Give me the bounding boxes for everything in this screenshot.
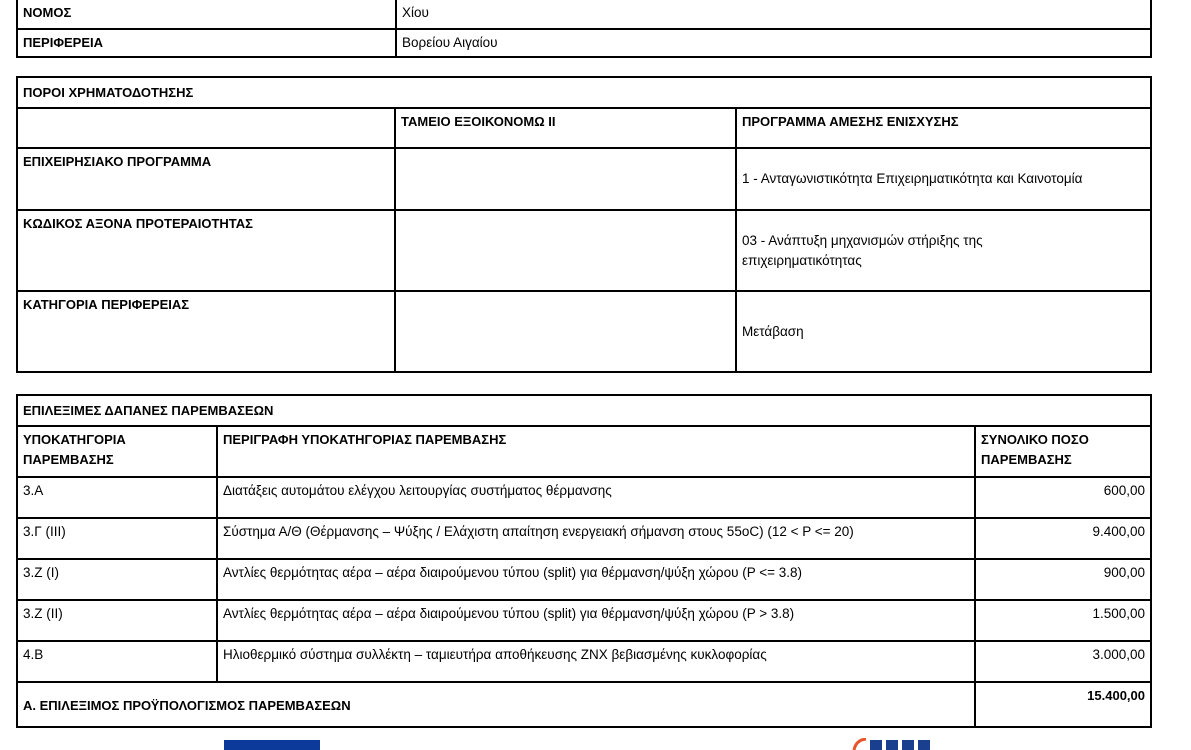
header-subcategory <box>18 426 217 477</box>
espa-logo <box>850 738 940 750</box>
axis-code-label: ΚΩΔΙΚΟΣ ΑΞΟΝΑ ΠΡΟΤΕΡΑΙΟΤΗΤΑΣ <box>18 210 395 291</box>
axis-code-fund <box>395 210 736 291</box>
row-amount: 1.500,00 <box>975 600 1150 641</box>
table-row <box>18 477 1150 518</box>
funding-col-program: ΠΡΟΓΡΑΜΜΑ ΑΜΕΣΗΣ ΕΝΙΣΧΥΣΗΣ <box>736 108 1150 148</box>
table-row <box>18 600 1150 641</box>
table-row <box>18 641 1150 682</box>
expenses-table <box>16 394 1152 728</box>
row-code: 3.Ζ (ΙΙ) <box>18 600 217 641</box>
periferia-label: ΠΕΡΙΦΕΡΕΙΑ <box>18 29 396 58</box>
row-description: Αντλίες θερμότητας αέρα – αέρα διαιρούμενου τύπου (split) για θέρμανση/ψύξη χώρου (P <= 3.8) <box>217 559 975 600</box>
funding-title: ΠΟΡΟΙ ΧΡΗΜΑΤΟΔΟΤΗΣΗΣ <box>18 78 1150 108</box>
row-description: Ηλιοθερμικό σύστημα συλλέκτη – ταμιευτήρα αποθήκευσης ΖΝΧ βεβιασμένης κυκλοφορίας <box>217 641 975 682</box>
total-label: Α. ΕΠΙΛΕΞΙΜΟΣ ΠΡΟΫΠΟΛΟΓΙΣΜΟΣ ΠΑΡΕΜΒΑΣΕΩΝ <box>18 682 975 728</box>
eu-flag-logo <box>224 740 320 750</box>
axis-code-line1: 03 - Ανάπτυξη μηχανισμών στήριξης της <box>742 232 983 248</box>
expenses-title: ΕΠΙΛΕΞΙΜΕΣ ΔΑΠΑΝΕΣ ΠΑΡΕΜΒΑΣΕΩΝ <box>18 396 1150 426</box>
funding-col-fund: ΤΑΜΕΙΟ ΕΞΟΙΚΟΝΟΜΩ ΙΙ <box>395 108 736 148</box>
periferia-value: Βορείου Αιγαίου <box>396 29 1150 58</box>
nomos-value: Χίου <box>396 0 1150 29</box>
table-row <box>18 518 1150 559</box>
header-description: ΠΕΡΙΓΡΑΦΗ ΥΠΟΚΑΤΗΓΟΡΙΑΣ ΠΑΡΕΜΒΑΣΗΣ <box>217 426 975 477</box>
header-amount-line2: ΠΑΡΕΜΒΑΣΗΣ <box>981 452 1072 467</box>
op-program-label: ΕΠΙΧΕΙΡΗΣΙΑΚΟ ΠΡΟΓΡΑΜΜΑ <box>18 148 395 210</box>
row-code: 4.Β <box>18 641 217 682</box>
location-table <box>16 0 1152 58</box>
table-row <box>18 559 1150 600</box>
total-value: 15.400,00 <box>975 682 1150 728</box>
row-amount: 9.400,00 <box>975 518 1150 559</box>
axis-code-value <box>736 210 1150 291</box>
axis-code-line2: επιχειρηματικότητας <box>742 252 862 268</box>
op-program-value: 1 - Ανταγωνιστικότητα Επιχειρηματικότητα και Καινοτομία <box>736 148 1150 210</box>
row-code: 3.Ζ (Ι) <box>18 559 217 600</box>
row-amount: 3.000,00 <box>975 641 1150 682</box>
region-category-fund <box>395 291 736 371</box>
nomos-label: ΝΟΜΟΣ <box>18 0 396 29</box>
row-amount: 600,00 <box>975 477 1150 518</box>
row-description: Αντλίες θερμότητας αέρα – αέρα διαιρούμενου τύπου (split) για θέρμανση/ψύξη χώρου (P > 3.8) <box>217 600 975 641</box>
op-program-fund <box>395 148 736 210</box>
region-category-label: ΚΑΤΗΓΟΡΙΑ ΠΕΡΙΦΕΡΕΙΑΣ <box>18 291 395 371</box>
funding-header-empty <box>18 108 395 148</box>
row-description: Σύστημα Α/Θ (Θέρμανσης – Ψύξης / Ελάχιστη απαίτηση ενεργειακή σήμανση στους 55oC) (12 < P <= 20) <box>217 518 975 559</box>
header-amount-line1: ΣΥΝΟΛΙΚΟ ΠΟΣΟ <box>981 432 1089 447</box>
header-amount <box>975 426 1150 477</box>
row-code: 3.Α <box>18 477 217 518</box>
header-subcategory-line1: ΥΠΟΚΑΤΗΓΟΡΙΑ <box>23 432 126 447</box>
funding-table <box>16 76 1152 373</box>
row-amount: 900,00 <box>975 559 1150 600</box>
header-subcategory-line2: ΠΑΡΕΜΒΑΣΗΣ <box>23 452 114 467</box>
row-description: Διατάξεις αυτομάτου ελέγχου λειτουργίας συστήματος θέρμανσης <box>217 477 975 518</box>
region-category-value: Μετάβαση <box>736 291 1150 371</box>
row-code: 3.Γ (ΙΙΙ) <box>18 518 217 559</box>
